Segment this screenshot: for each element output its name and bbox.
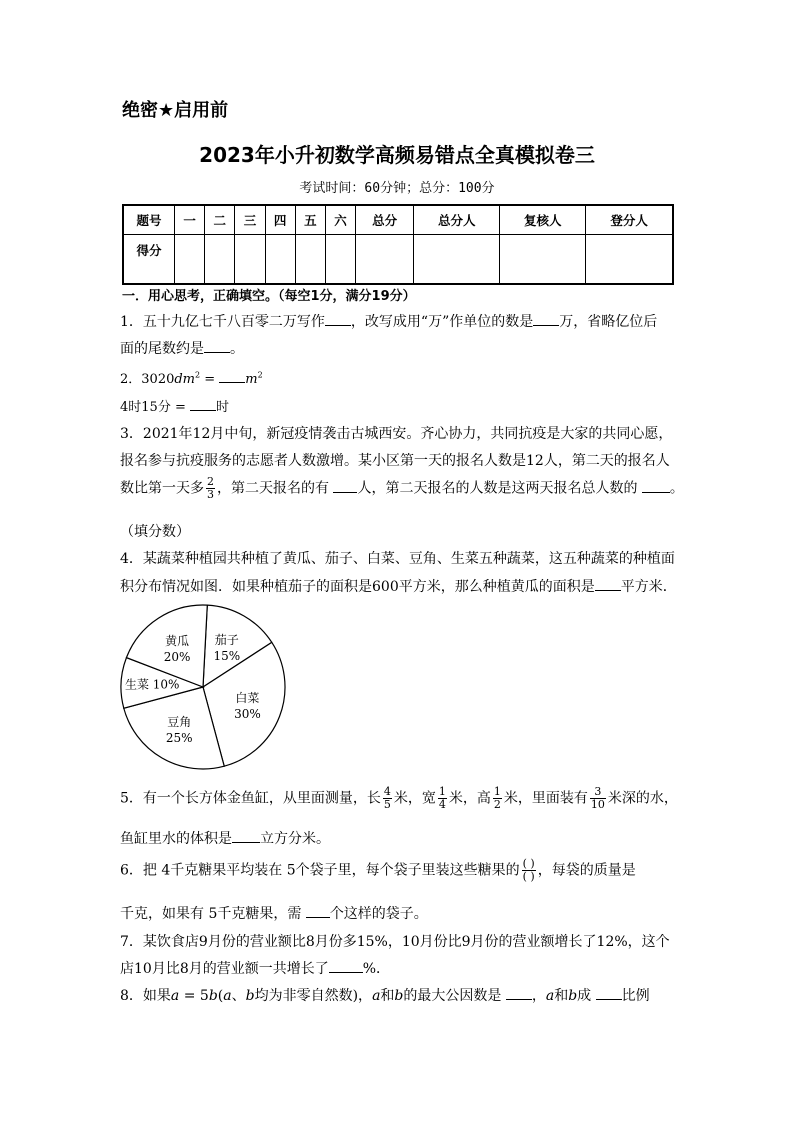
q7-text: 店10月比8月的营业额一共增长了: [120, 961, 329, 977]
variable: b: [568, 988, 578, 1004]
q8-text: 的最大公因数是: [403, 988, 506, 1004]
score-input-cell[interactable]: [235, 235, 265, 285]
question-2: [120, 368, 263, 387]
pie-slice-label: 豆角: [167, 715, 192, 730]
q1-text: 。: [230, 341, 244, 357]
q4-text: 积分布情况如图．如果种植茄子的面积是600平方米，那么种植黄瓜的面积是: [120, 579, 595, 595]
pie-slice-label: 茄子: [214, 632, 239, 647]
confidential-label: 绝密★启用前: [122, 100, 229, 121]
q6-text: 千克，如果有 5千克糖果，需: [120, 906, 306, 922]
q8-text: 和: [554, 988, 569, 1004]
answer-blank[interactable]: [506, 985, 532, 1000]
exponent: 2: [257, 370, 263, 380]
q2b-text: 时: [215, 400, 229, 415]
q6-text: 6．把 4千克糖果平均装在 5个袋子里，每个袋子里装这些糖果的: [120, 862, 520, 879]
exam-info: 考试时间：60分钟；总分：100分: [299, 181, 495, 196]
variable: a: [223, 988, 232, 1004]
question-1-line-2: [120, 338, 244, 358]
answer-blank[interactable]: [219, 368, 245, 383]
q8-text: 8．如果: [120, 988, 171, 1004]
unit-m: m: [245, 372, 258, 387]
score-input-cell[interactable]: [586, 235, 673, 285]
answer-blank[interactable]: [596, 985, 622, 1000]
score-cell: 登分人: [586, 205, 673, 235]
unit-dm: dm: [174, 372, 196, 387]
variable: a: [372, 988, 381, 1004]
q5-text: 米，高: [448, 790, 491, 807]
q5-text: 米，宽: [393, 790, 436, 807]
q8-text: 、: [231, 988, 246, 1004]
question-2b: [120, 396, 229, 415]
score-cell: 一: [175, 205, 205, 235]
answer-blank[interactable]: [333, 478, 357, 493]
score-input-cell[interactable]: [414, 235, 500, 285]
score-cell: 六: [325, 205, 355, 235]
q5-text: 5．有一个长方体金鱼缸，从里面测量，长: [120, 790, 381, 807]
q8-text: 和: [380, 988, 395, 1004]
q3-text: ，第二天报名的有: [217, 480, 334, 497]
q3-text: 数比第一天多: [120, 480, 204, 497]
q3-text: 。: [669, 480, 684, 497]
score-input-cell[interactable]: [265, 235, 295, 285]
q8-text: (: [217, 988, 224, 1004]
exam-title: 2023年小升初数学高频易错点全真模拟卷三: [199, 143, 595, 167]
q1-text: 面的尾数约是: [120, 341, 204, 357]
score-cell: 五: [295, 205, 325, 235]
fraction-two-thirds: [206, 476, 215, 501]
variable: b: [208, 988, 218, 1004]
score-input-cell[interactable]: [205, 235, 235, 285]
question-5-line-2: [120, 828, 330, 848]
q7-text: %．: [362, 961, 391, 977]
q5-text: 立方分米。: [260, 831, 330, 847]
q1-text: ，改写成用“万”作单位的数是: [350, 314, 534, 330]
fraction-numerator: 1: [438, 785, 446, 798]
question-8: [120, 985, 650, 1005]
score-cell: 复核人: [500, 205, 586, 235]
q5-text: 米深的水，: [607, 790, 678, 807]
score-input-cell[interactable]: [295, 235, 325, 285]
fraction-denominator: 10: [590, 798, 605, 811]
variable: b: [245, 988, 255, 1004]
fraction-denominator: 5: [383, 798, 391, 811]
answer-blank[interactable]: [306, 903, 330, 918]
score-input-cell[interactable]: [325, 235, 355, 285]
variable: a: [170, 988, 180, 1004]
pie-slice-value: 15%: [213, 648, 241, 663]
answer-blank[interactable]: [204, 338, 230, 353]
q6-text: 个这样的袋子。: [329, 906, 428, 922]
pie-slice-value: 20%: [163, 650, 191, 665]
fraction-numerator: 1: [493, 785, 501, 798]
q1-text: 万，省略亿位后: [559, 314, 658, 330]
question-4-line-2: [120, 576, 677, 596]
q2-text: 2．3020: [120, 372, 175, 387]
score-input-cell[interactable]: [356, 235, 414, 285]
score-table-header-row: [123, 205, 673, 235]
fraction: [590, 786, 606, 811]
score-cell: 题号: [123, 205, 175, 235]
answer-blank[interactable]: [329, 958, 363, 973]
score-table-score-row: [123, 235, 673, 285]
fraction: [438, 786, 447, 811]
answer-blank[interactable]: [642, 478, 670, 493]
fraction: [383, 786, 392, 811]
variable: a: [545, 988, 555, 1004]
question-7-line-1: 7．某饮食店9月份的营业额比8月份多15%，10月份比9月份的营业额增长了12%，这个: [120, 934, 670, 950]
answer-blank[interactable]: [595, 576, 621, 591]
fraction-blank[interactable]: [522, 858, 536, 883]
q8-text: ，: [531, 988, 546, 1004]
q8-text: 成: [577, 988, 596, 1004]
question-7-line-2: [120, 958, 390, 978]
score-input-cell[interactable]: [500, 235, 586, 285]
score-table: [122, 204, 674, 285]
question-4-line-1: 4．某蔬菜种植园共种植了黄瓜、茄子、白菜、豆角、生菜五种蔬菜，这五种蔬菜的种植面: [120, 551, 675, 567]
answer-blank[interactable]: [325, 311, 351, 326]
fraction-denominator: 4: [438, 798, 446, 811]
q2-text: =: [200, 372, 220, 387]
score-row-label: 得分: [123, 235, 175, 285]
question-3-note: （填分数）: [120, 524, 190, 540]
question-3-line-2: 报名参与抗疫服务的志愿者人数激增。某小区第一天的报名人数是12人，第二天的报名人: [120, 453, 670, 469]
pie-slice-value: 25%: [165, 731, 193, 746]
score-cell: 总分人: [414, 205, 500, 235]
score-cell: 二: [205, 205, 235, 235]
section-heading: 一．用心思考，正确填空。（每空1分，满分19分）: [122, 289, 416, 304]
score-cell: 四: [265, 205, 295, 235]
answer-blank[interactable]: [190, 396, 216, 411]
answer-blank[interactable]: [232, 828, 260, 843]
exponent: 2: [195, 370, 201, 380]
q8-text: 均为非零自然数)，: [254, 988, 373, 1004]
fraction: [493, 786, 502, 811]
question-6-line-1: [120, 858, 636, 883]
q4-text: 平方米．: [620, 579, 677, 595]
variable: b: [394, 988, 404, 1004]
pie-slice-label: 生菜 10%: [124, 677, 180, 692]
fraction-denominator: ( ): [522, 870, 535, 883]
fraction-numerator: ( ): [522, 857, 535, 870]
q1-text: 1．五十九亿七千八百零二万写作: [120, 314, 325, 330]
question-1-line-1: [120, 311, 657, 331]
score-cell: 总分: [356, 205, 414, 235]
fraction-denominator: 2: [493, 798, 501, 811]
question-5-line-1: [120, 786, 678, 811]
question-3-line-3: [120, 476, 684, 501]
pie-slice-label: 黄瓜: [165, 634, 190, 649]
q8-text: = 5: [179, 988, 209, 1004]
answer-blank[interactable]: [533, 311, 559, 326]
score-input-cell[interactable]: [175, 235, 205, 285]
q8-text: 比例: [621, 988, 650, 1004]
fraction-numerator: 2: [207, 475, 214, 488]
vegetable-pie-chart: [118, 602, 288, 772]
pie-slice-label: 白菜: [235, 691, 260, 706]
question-6-line-2: [120, 903, 428, 923]
q5-text: 米，里面装有: [503, 790, 588, 807]
fraction-numerator: 4: [383, 785, 391, 798]
pie-slice-value: 30%: [234, 707, 261, 722]
q6-text: ，每袋的质量是: [537, 862, 636, 879]
score-cell: 三: [235, 205, 265, 235]
fraction-denominator: 3: [207, 488, 214, 501]
q5-text: 鱼缸里水的体积是: [120, 831, 232, 847]
q3-text: 人，第二天报名的人数是这两天报名总人数的: [357, 480, 642, 497]
question-3-line-1: 3．2021年12月中旬，新冠疫情袭击古城西安。齐心协力，共同抗疫是大家的共同心愿，: [120, 426, 673, 442]
fraction-numerator: 3: [590, 786, 606, 799]
q2b-text: 4时15分 =: [120, 400, 190, 415]
